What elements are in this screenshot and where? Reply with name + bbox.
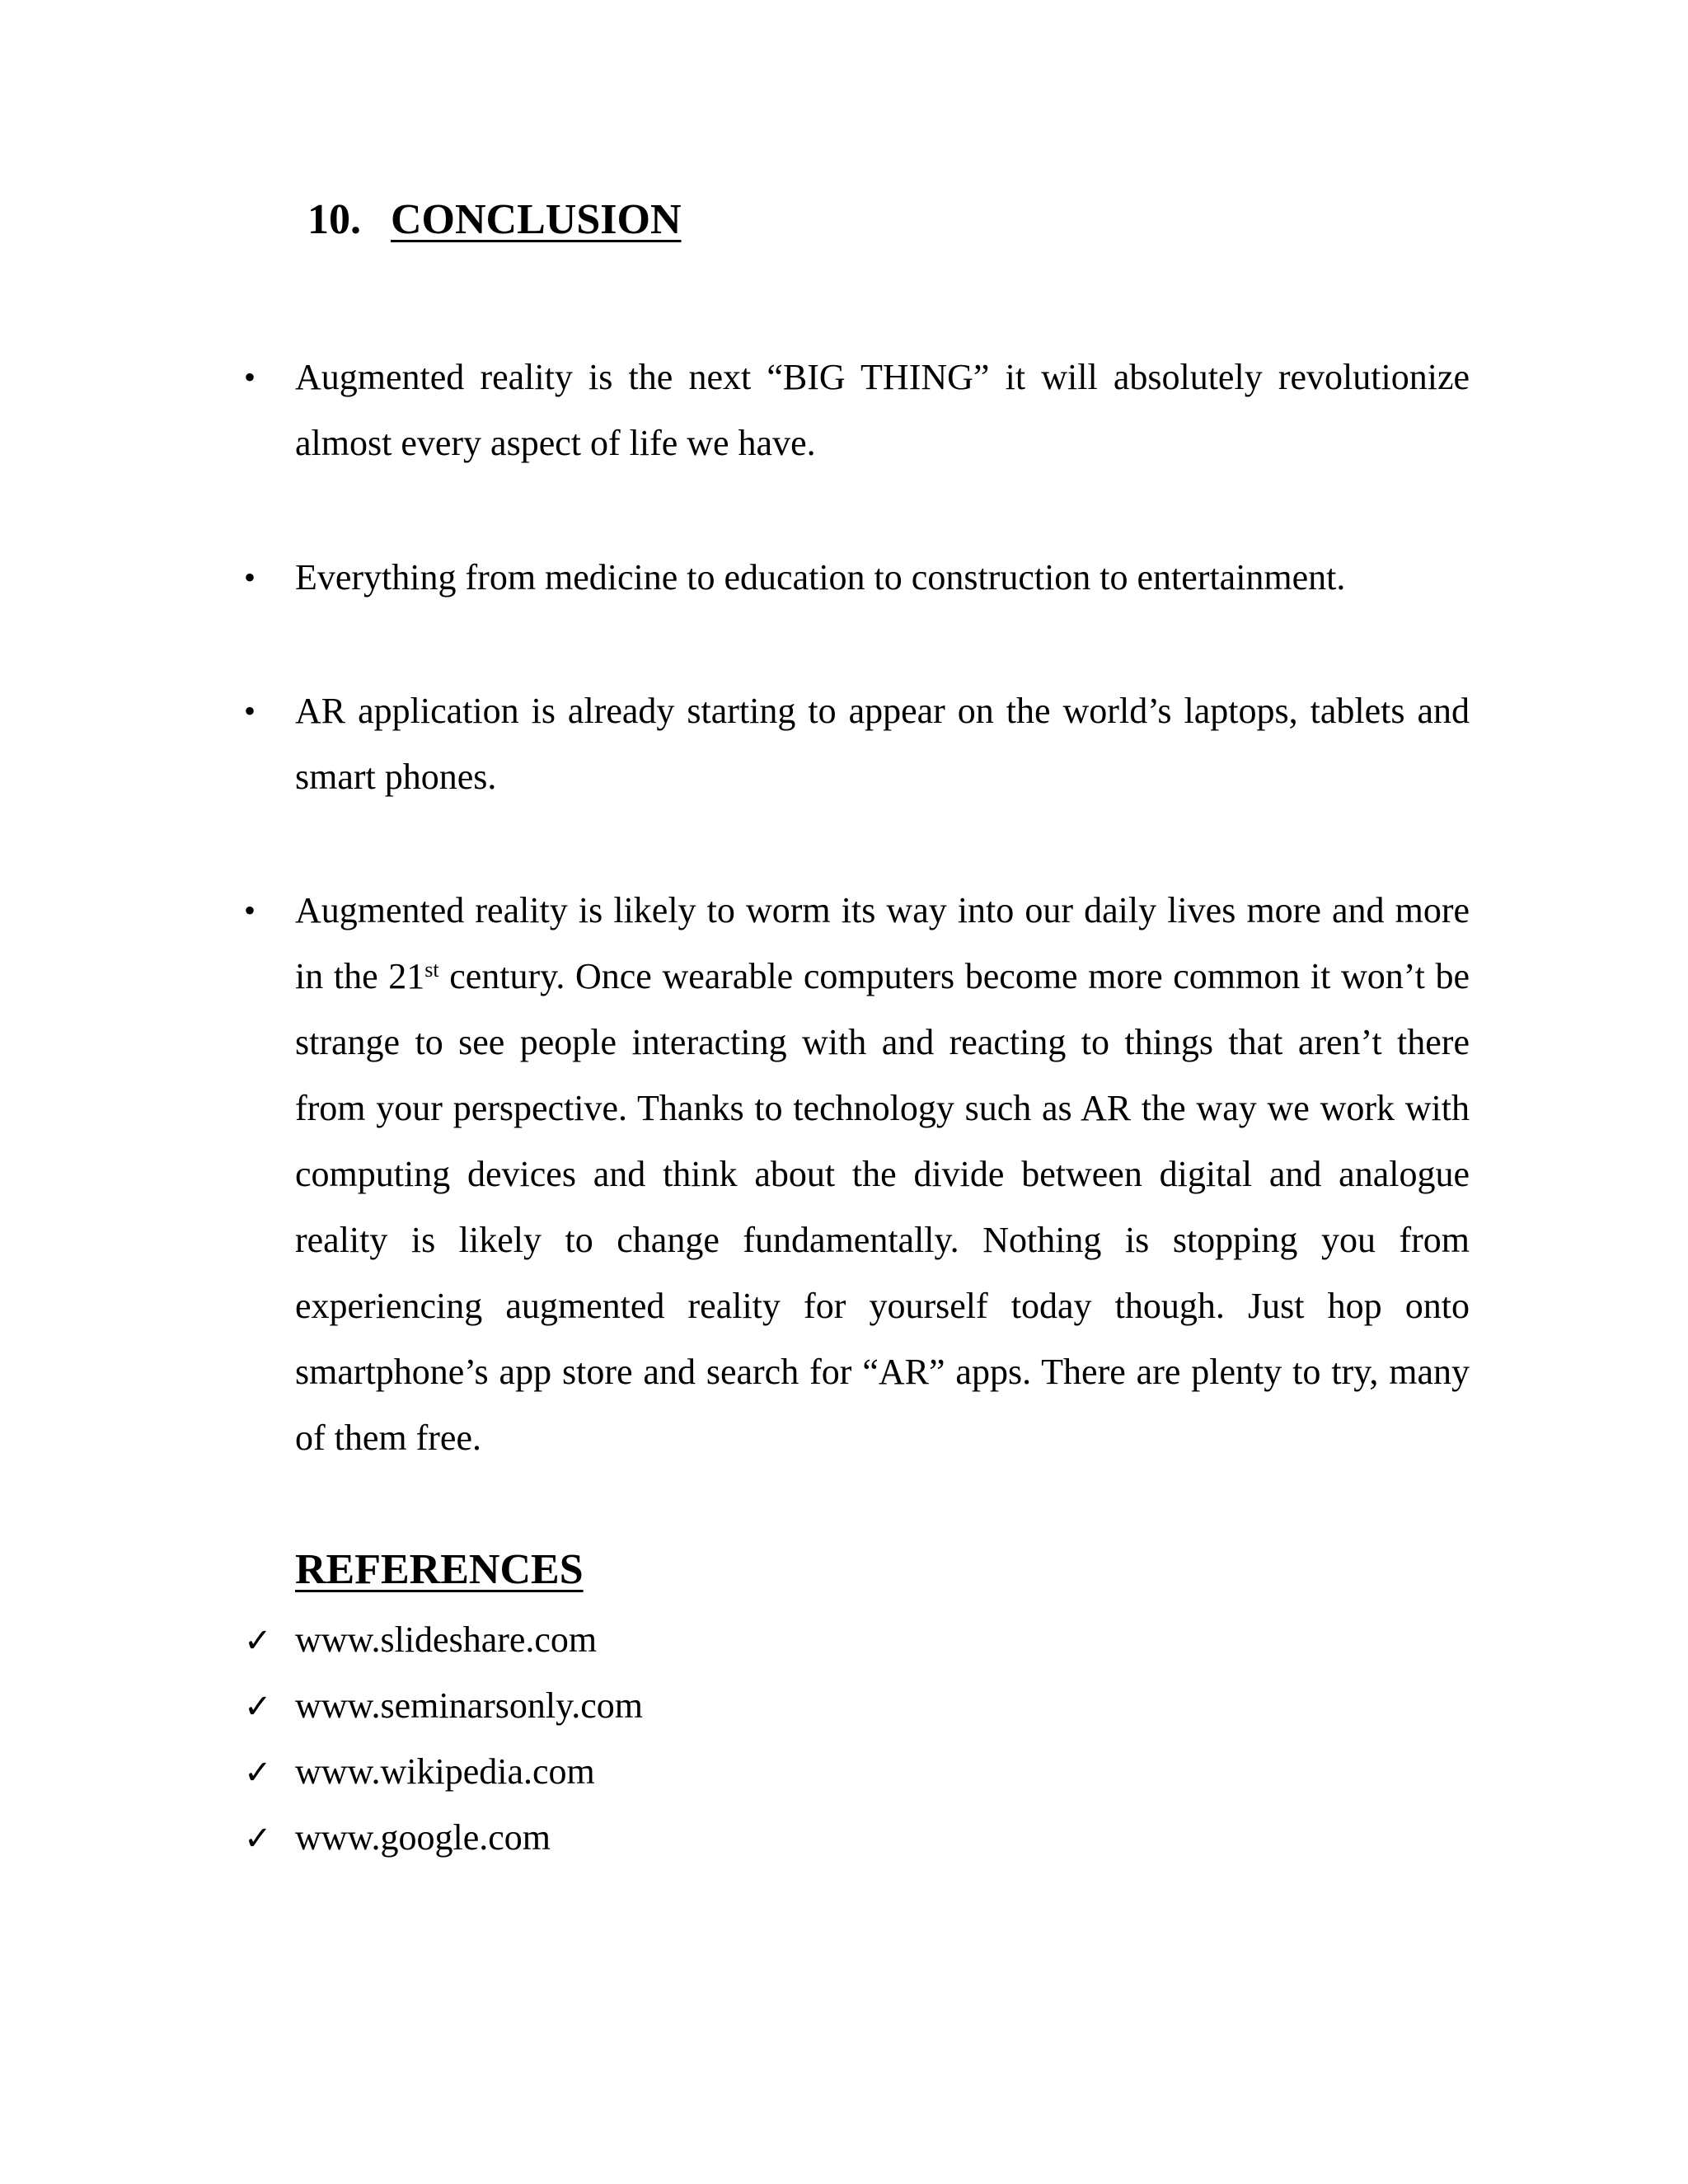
bullet-text: Augmented reality is likely to worm its way into our daily lives more and more in the 21st century. Once wearable computers become more common it won’t be strange to see people interacting with and reacting to things that aren’t there from your perspective. Thanks to technology such as AR the way we work with computing devices and think about the divide between digital and analogue reality is likely to change fundamentally. Nothing is stopping you from experiencing augmented reality for yourself today though. Just hop onto smartphone’s app store and search for “AR” apps. There are plenty to try, many of them free. — [295, 890, 1470, 1458]
reference-item — [244, 1673, 643, 1739]
bullet-text: Augmented reality is the next “BIG THING” it will absolutely revolutionize almost every aspect of life we have. — [295, 357, 1470, 463]
bullet-dot-icon: • — [244, 359, 256, 396]
reference-text: www.seminarsonly.com — [295, 1685, 643, 1726]
conclusion-bullet — [244, 344, 1470, 476]
checkmark-icon: ✓ — [244, 1688, 272, 1726]
checkmark-icon: ✓ — [244, 1754, 272, 1792]
bullet-text: AR application is already starting to appear on the world’s laptops, tablets and smart phones. — [295, 691, 1470, 797]
bullet-dot-icon: • — [244, 892, 256, 929]
reference-item — [244, 1805, 643, 1871]
bullet-dot-icon: • — [244, 559, 256, 596]
conclusion-bullet — [244, 678, 1470, 810]
references-list — [244, 1607, 643, 1871]
section-number: 10. — [307, 196, 361, 243]
reference-text: www.wikipedia.com — [295, 1751, 595, 1792]
reference-text: www.slideshare.com — [295, 1619, 598, 1660]
conclusion-bullet — [244, 545, 1470, 611]
superscript: st — [424, 958, 439, 982]
checkmark-icon: ✓ — [244, 1622, 272, 1660]
bullet-dot-icon: • — [244, 692, 256, 729]
checkmark-icon: ✓ — [244, 1820, 272, 1858]
reference-text: www.google.com — [295, 1817, 551, 1858]
conclusion-bullet — [244, 878, 1470, 1471]
section-heading — [307, 191, 682, 249]
reference-item — [244, 1607, 643, 1673]
references-heading: REFERENCES — [295, 1546, 584, 1593]
reference-item — [244, 1739, 643, 1805]
section-title: CONCLUSION — [391, 196, 682, 243]
bullet-text: Everything from medicine to education to construction to entertainment. — [295, 557, 1346, 598]
